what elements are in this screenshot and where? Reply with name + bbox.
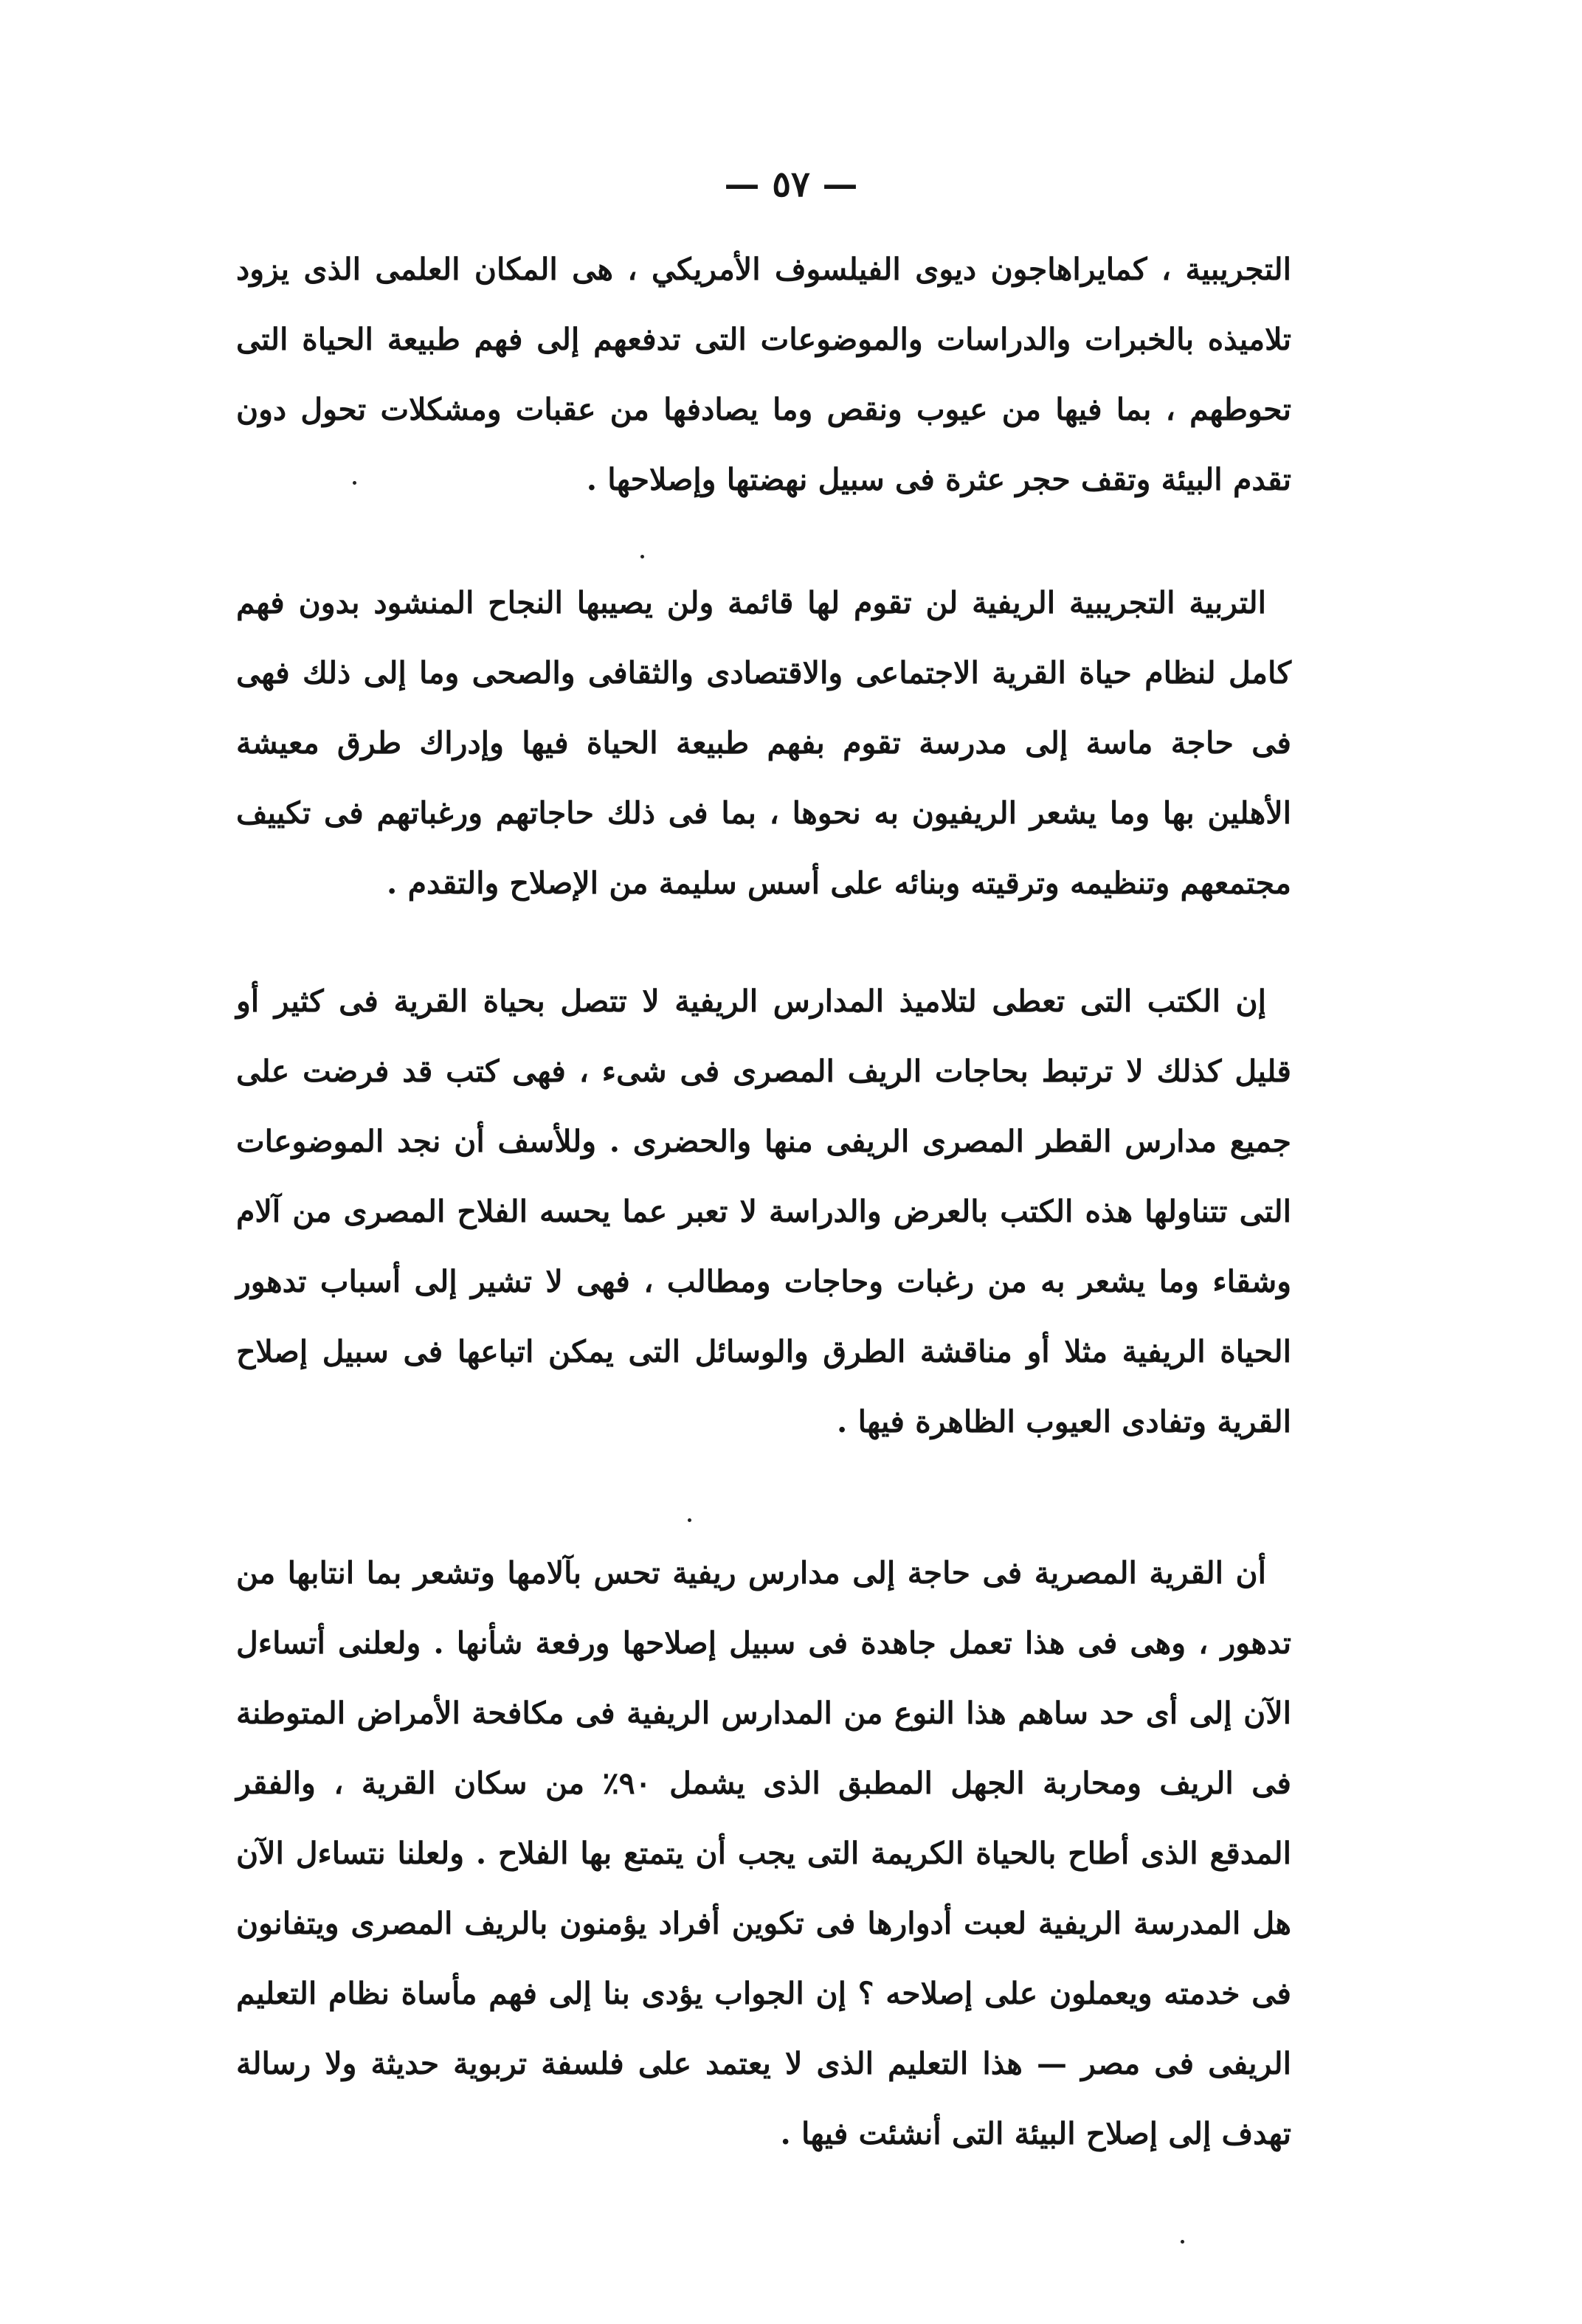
scan-speck	[640, 555, 644, 558]
scan-speck	[688, 1518, 691, 1522]
paragraph-1: التجريبية ، كمايراهاجون ديوى الفيلسوف الأمريكي ، هى المكان العلمى الذى يزود تلاميذه بالخبرات والدراسات والموضوعات التى تدفعهم إلى فهم طبيعة الحياة التى تحوطهم ، بما فيها من عيوب ونقص وما يصادفها من عقبات ومشكلات تحول دون تقدم البيئة وتقف حجر عثرة فى سبيل نهضتها وإصلاحها .	[236, 252, 1291, 497]
paragraph-3: إن الكتب التى تعطى لتلاميذ المدارس الريفية لا تتصل بحياة القرية فى كثير أو قليل كذلك لا ترتبط بحاجات الريف المصرى فى شىء ، فهى كتب قد فرضت على جميع مدارس القطر المصرى الريفى منها والحضرى . وللأسف أن نجد الموضوعات التى تتناولها هذه الكتب بالعرض والدراسة لا تعبر عما يحسه الفلاح المصرى من آلام وشقاء وما يشعر به من رغبات وحاجات ومطالب ، فهى لا تشير إلى أسباب تدهور الحياة الريفية مثلا أو مناقشة الطرق والوسائل التى يمكن اتباعها فى سبيل إصلاح القرية وتفادى العيوب الظاهرة فيها .	[236, 983, 1291, 1439]
scan-speck	[1181, 2240, 1184, 2244]
scan-speck	[353, 481, 356, 485]
paragraph-2: التربية التجريبية الريفية لن تقوم لها قائمة ولن يصيبها النجاح المنشود بدون فهم كامل لنظام حياة القرية الاجتماعى والاقتصادى والثقافى والصحى وما إلى ذلك فهى فى حاجة ماسة إلى مدرسة تقوم بفهم طبيعة الحياة فيها وإدراك طرق معيشة الأهلين بها وما يشعر الريفيون به نحوها ، بما فى ذلك حاجاتهم ورغباتهم فى تكييف مجتمعهم وتنظيمه وترقيته وبنائه على أسس سليمة من الإصلاح والتقدم .	[236, 585, 1291, 901]
paragraph-4: أن القرية المصرية فى حاجة إلى مدارس ريفية تحس بآلامها وتشعر بما انتابها من تدهور ، وهى فى هذا تعمل جاهدة فى سبيل إصلاحها ورفعة شأنها . ولعلنى أتساءل الآن إلى أى حد ساهم هذا النوع من المدارس الريفية فى مكافحة الأمراض المتوطنة فى الريف ومحاربة الجهل المطبق الذى يشمل ٩٠٪ من سكان القرية ، والفقر المدقع الذى أطاح بالحياة الكريمة التى يجب أن يتمتع بها الفلاح . ولعلنا نتساءل الآن هل المدرسة الريفية لعبت أدوارها فى تكوين أفراد يؤمنون بالريف المصرى ويتفانون فى خدمته ويعملون على إصلاحه ؟ إن الجواب يؤدى بنا إلى فهم مأساة نظام التعليم الريفى فى مصر — هذا التعليم الذى لا يعتمد على فلسفة تربوية حديثة ولا رسالة تهدف إلى إصلاح البيئة التى أنشئت فيها .	[236, 1555, 1291, 2151]
page-number: — ٥٧ —	[724, 164, 858, 205]
